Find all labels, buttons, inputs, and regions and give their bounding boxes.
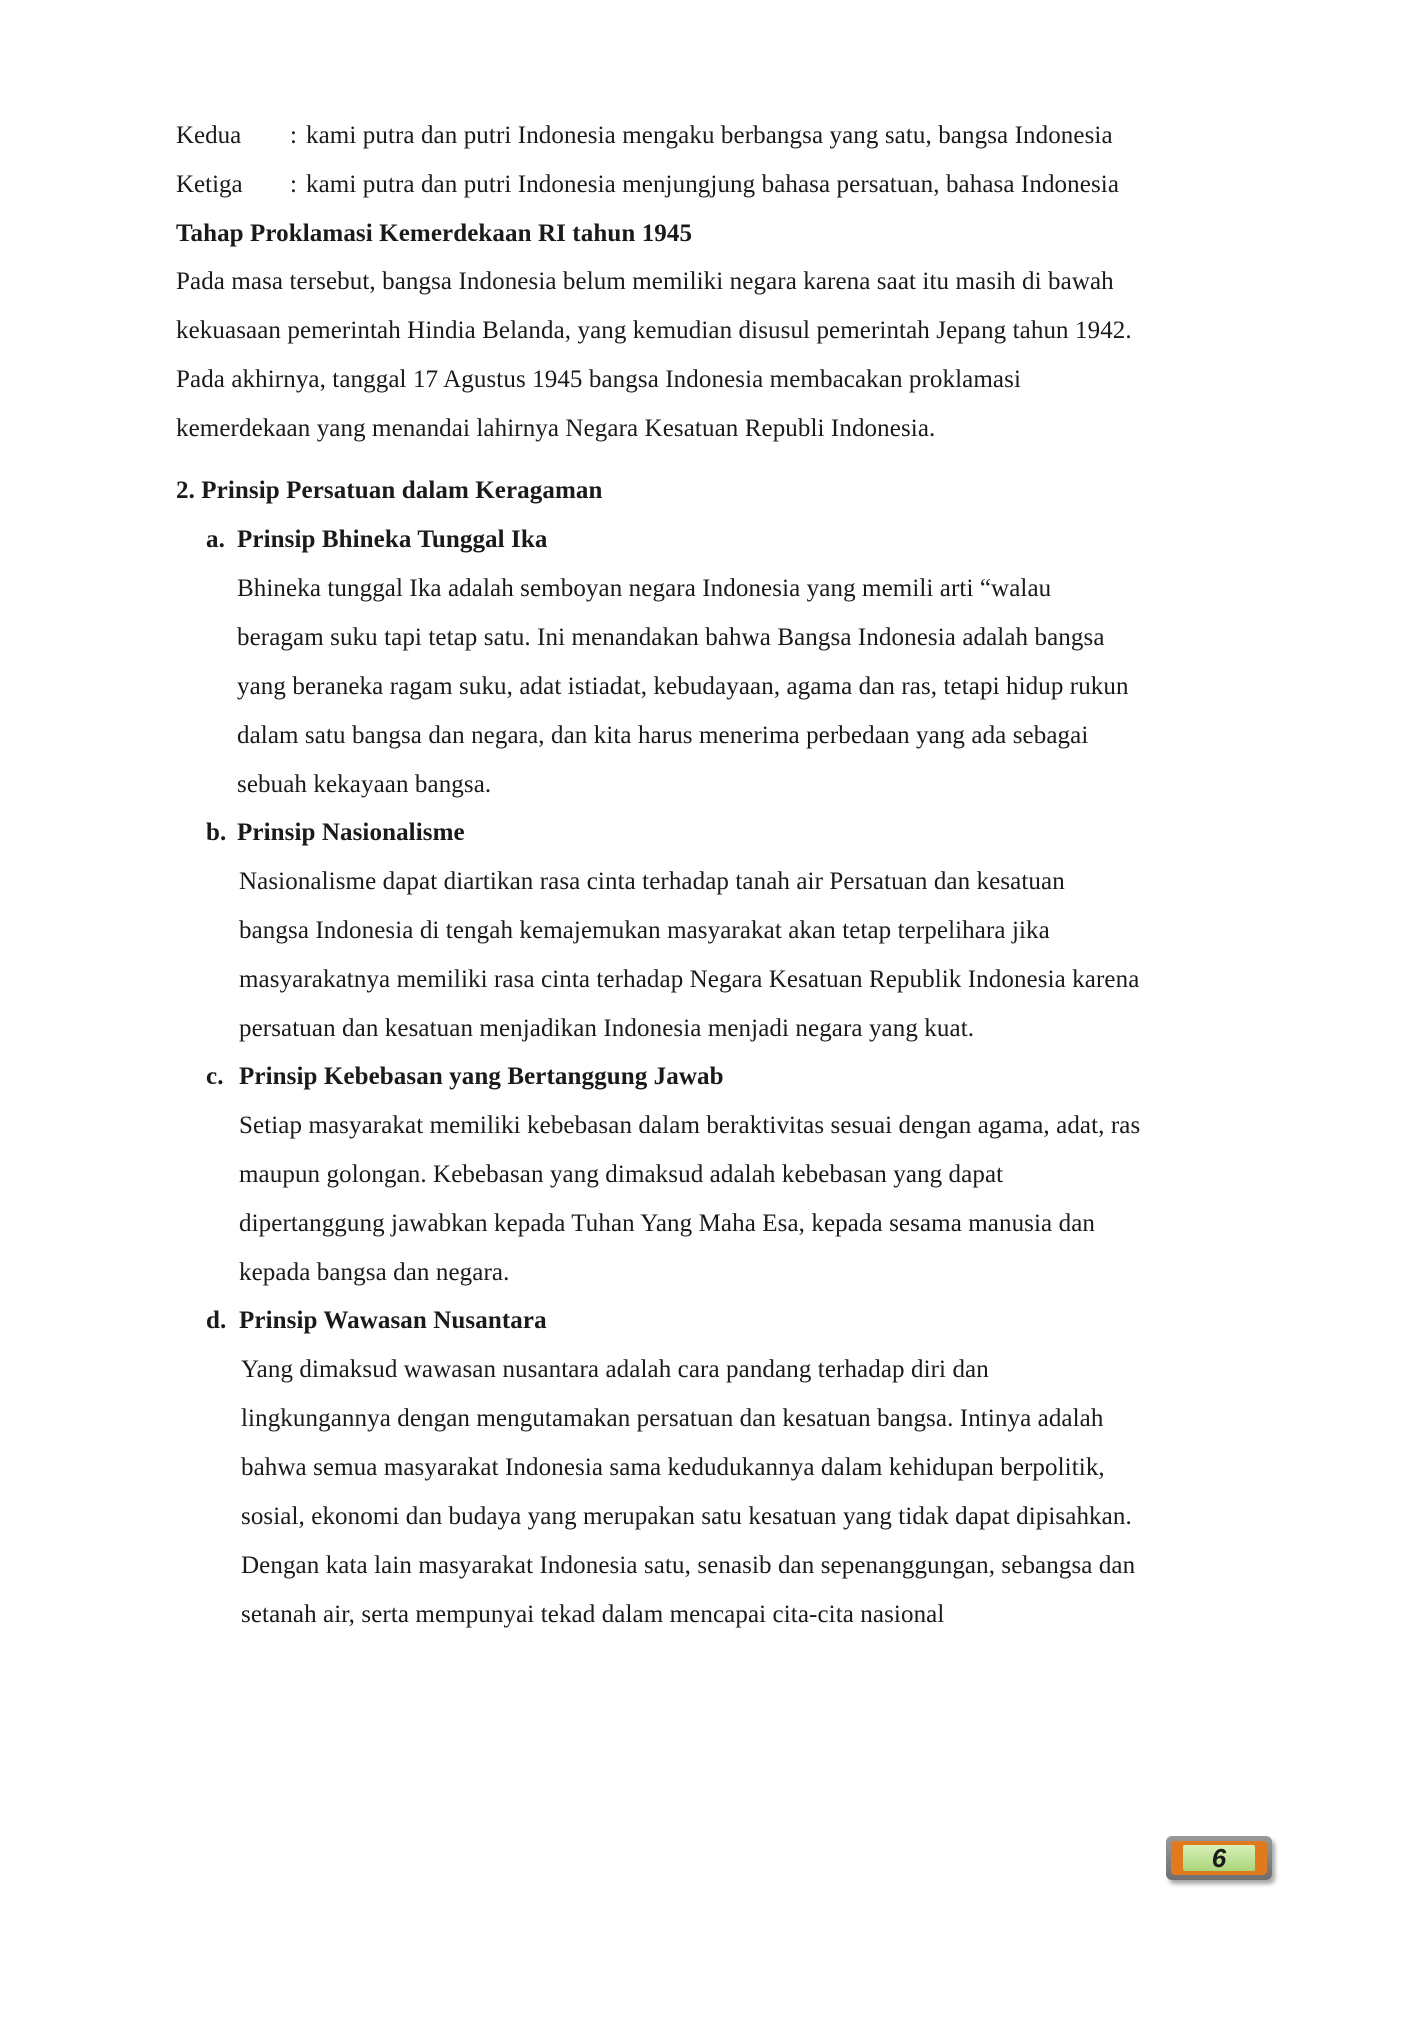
item-d-title: Prinsip Wawasan Nusantara <box>239 1307 547 1334</box>
item-d-line: bahwa semua masyarakat Indonesia sama kedudukannya dalam kehidupan berpolitik, <box>241 1454 1105 1481</box>
item-a-line: Bhineka tunggal Ika adalah semboyan negara Indonesia yang memili arti “walau <box>237 575 1052 602</box>
item-a-marker: a. <box>206 526 225 553</box>
proklamasi-line: kekuasaan pemerintah Hindia Belanda, yang kemudian disusul pemerintah Jepang tahun 1942. <box>176 317 1132 344</box>
ikrar-ketiga-colon: : <box>290 171 297 198</box>
item-b-line: persatuan dan kesatuan menjadikan Indonesia menjadi negara yang kuat. <box>239 1015 975 1042</box>
proklamasi-line: Pada masa tersebut, bangsa Indonesia belum memiliki negara karena saat itu masih di bawah <box>176 268 1114 295</box>
proklamasi-line: Pada akhirnya, tanggal 17 Agustus 1945 bangsa Indonesia membacakan proklamasi <box>176 366 1021 393</box>
item-c-title: Prinsip Kebebasan yang Bertanggung Jawab <box>239 1063 724 1090</box>
item-a-line: dalam satu bangsa dan negara, dan kita harus menerima perbedaan yang ada sebagai <box>237 722 1089 749</box>
item-c-line: dipertanggung jawabkan kepada Tuhan Yang Maha Esa, kepada sesama manusia dan <box>239 1210 1096 1237</box>
ikrar-ketiga-text: kami putra dan putri Indonesia menjungjung bahasa persatuan, bahasa Indonesia <box>306 171 1120 198</box>
item-a-line: beragam suku tapi tetap satu. Ini menandakan bahwa Bangsa Indonesia adalah bangsa <box>237 624 1105 651</box>
item-c-line: Setiap masyarakat memiliki kebebasan dalam beraktivitas sesuai dengan agama, adat, ras <box>239 1112 1141 1139</box>
ikrar-ketiga-term: Ketiga <box>176 171 243 198</box>
page-number-badge <box>1166 1836 1272 1880</box>
ikrar-kedua-colon: : <box>290 122 297 149</box>
proklamasi-heading: Tahap Proklamasi Kemerdekaan RI tahun 1945 <box>176 220 693 247</box>
item-c-line: maupun golongan. Kebebasan yang dimaksud adalah kebebasan yang dapat <box>239 1161 1004 1188</box>
proklamasi-line: kemerdekaan yang menandai lahirnya Negara Kesatuan Republi Indonesia. <box>176 415 936 442</box>
item-c-line: kepada bangsa dan negara. <box>239 1259 510 1286</box>
item-b-marker: b. <box>206 819 227 846</box>
item-d-line: setanah air, serta mempunyai tekad dalam mencapai cita-cita nasional <box>241 1601 945 1628</box>
item-b-line: Nasionalisme dapat diartikan rasa cinta terhadap tanah air Persatuan dan kesatuan <box>239 868 1065 895</box>
item-a-line: yang beraneka ragam suku, adat istiadat, kebudayaan, agama dan ras, tetapi hidup rukun <box>237 673 1129 700</box>
item-a-line: sebuah kekayaan bangsa. <box>237 771 492 798</box>
page-number-badge-frame <box>1171 1841 1267 1875</box>
item-c-marker: c. <box>206 1063 224 1090</box>
item-d-line: sosial, ekonomi dan budaya yang merupakan satu kesatuan yang tidak dapat dipisahkan. <box>241 1503 1132 1530</box>
item-d-line: lingkungannya dengan mengutamakan persatuan dan kesatuan bangsa. Intinya adalah <box>241 1405 1104 1432</box>
item-a-title: Prinsip Bhineka Tunggal Ika <box>237 526 548 553</box>
section2-heading: 2. Prinsip Persatuan dalam Keragaman <box>176 477 603 504</box>
item-d-line: Yang dimaksud wawasan nusantara adalah cara pandang terhadap diri dan <box>241 1356 989 1383</box>
page-number: 6 <box>1183 1845 1255 1871</box>
ikrar-kedua-term: Kedua <box>176 122 242 149</box>
item-b-title: Prinsip Nasionalisme <box>237 819 465 846</box>
item-b-line: bangsa Indonesia di tengah kemajemukan masyarakat akan tetap terpelihara jika <box>239 917 1050 944</box>
ikrar-kedua-text: kami putra dan putri Indonesia mengaku berbangsa yang satu, bangsa Indonesia <box>306 122 1113 149</box>
item-b-line: masyarakatnya memiliki rasa cinta terhadap Negara Kesatuan Republik Indonesia karena <box>239 966 1140 993</box>
item-d-marker: d. <box>206 1307 227 1334</box>
item-d-line: Dengan kata lain masyarakat Indonesia satu, senasib dan sepenanggungan, sebangsa dan <box>241 1552 1136 1579</box>
